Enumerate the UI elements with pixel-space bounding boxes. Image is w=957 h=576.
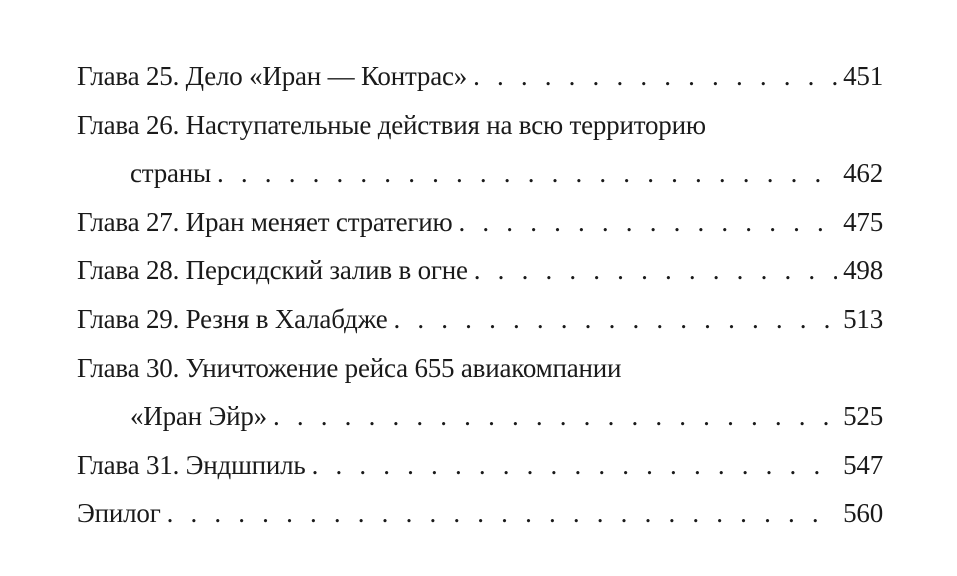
toc-entry-chapter-27 bbox=[77, 198, 883, 247]
toc-entry-title: Глава 30. Уничтожение рейса 655 авиакомпании bbox=[77, 352, 622, 383]
toc-entry-page: 547 bbox=[843, 449, 883, 480]
dot-leader bbox=[167, 489, 838, 538]
dot-leader bbox=[473, 52, 837, 101]
dot-leader bbox=[273, 392, 837, 441]
toc-entry-page: 498 bbox=[843, 255, 883, 286]
table-of-contents bbox=[77, 52, 883, 538]
toc-entry-chapter-29 bbox=[77, 295, 883, 344]
toc-entry-page: 475 bbox=[843, 206, 883, 237]
toc-entry-title: Эпилог bbox=[77, 498, 161, 529]
toc-entry-chapter-25 bbox=[77, 52, 883, 101]
toc-entry-chapter-28 bbox=[77, 246, 883, 295]
toc-entry-chapter-30-line1 bbox=[77, 344, 883, 393]
toc-entry-page: 525 bbox=[843, 401, 883, 432]
dot-leader bbox=[217, 149, 837, 198]
toc-entry-page: 462 bbox=[843, 158, 883, 189]
dot-leader bbox=[312, 441, 838, 490]
toc-entry-title: Глава 26. Наступательные действия на всю территорию bbox=[77, 109, 706, 140]
toc-entry-title-continuation: «Иран Эйр» bbox=[130, 401, 267, 432]
toc-entry-title-continuation: страны bbox=[130, 158, 211, 189]
toc-entry-epilogue bbox=[77, 489, 883, 538]
dot-leader bbox=[393, 295, 837, 344]
toc-entry-title: Глава 31. Эндшпиль bbox=[77, 449, 306, 480]
dot-leader bbox=[459, 198, 838, 247]
toc-entry-page: 451 bbox=[843, 61, 883, 91]
toc-entry-title: Глава 25. Дело «Иран — Контрас» bbox=[77, 61, 468, 91]
toc-entry-title: Глава 27. Иран меняет стратегию bbox=[77, 206, 453, 237]
toc-entry-chapter-26-line2 bbox=[77, 149, 883, 198]
toc-entry-title: Глава 28. Персидский залив в огне bbox=[77, 255, 468, 286]
dot-leader bbox=[474, 246, 837, 295]
toc-entry-page: 560 bbox=[843, 498, 883, 529]
toc-entry-chapter-31 bbox=[77, 441, 883, 490]
toc-entry-chapter-26-line1 bbox=[77, 101, 883, 150]
toc-entry-title: Глава 29. Резня в Халабдже bbox=[77, 303, 388, 334]
toc-entry-page: 513 bbox=[843, 303, 883, 334]
toc-entry-chapter-30-line2 bbox=[77, 392, 883, 441]
